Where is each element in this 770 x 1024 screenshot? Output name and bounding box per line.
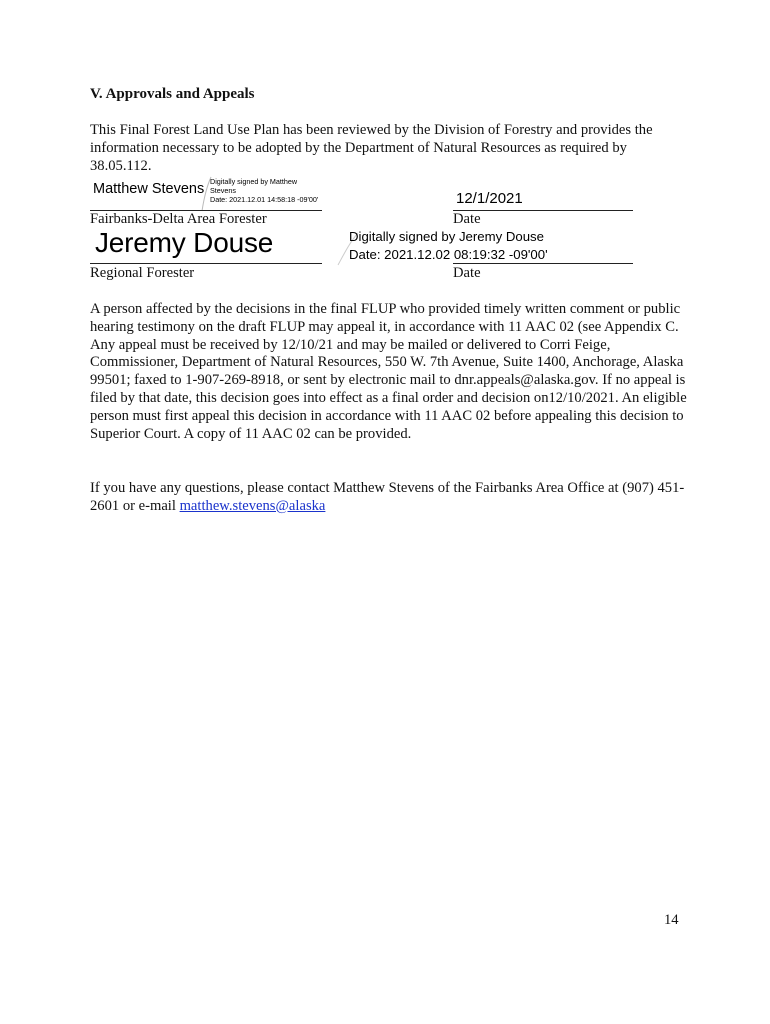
section-heading: V. Approvals and Appeals [90,86,255,102]
signature-line [90,263,322,264]
digital-signature-line: Stevens [210,186,236,195]
signature-matthew-stevens: Matthew Stevens [93,181,205,197]
digital-signature-line: Digitally signed by Jeremy Douse [349,229,544,244]
signature-date-value: 12/1/2021 [456,190,523,207]
digital-signature-stamp [349,228,548,263]
date-label: Date [453,211,481,227]
digital-signature-date: Date: 2021.12.02 08:19:32 -09'00' [349,246,548,262]
digital-signature-line: Digitally signed by Matthew [210,177,298,186]
signer-title: Fairbanks-Delta Area Forester [90,211,267,227]
date-line [453,263,633,264]
contact-text: If you have any questions, please contact Matthew Stevens of the Fairbanks Area Office at (907) 451-2601 or e-mail [90,480,685,514]
digital-signature-date: Date: 2021.12.01 14:58:18 -09'00' [210,195,319,204]
date-label: Date [453,265,481,281]
page-number: 14 [664,912,679,928]
signer-title: Regional Forester [90,265,195,281]
intro-paragraph: This Final Forest Land Use Plan has been reviewed by the Division of Forestry and provides the information necessary to be adopted by the Department of Natural Resources as required by 38.05.112. [90,122,653,174]
signature-jeremy-douse: Jeremy Douse [95,227,274,258]
appeal-paragraph: A person affected by the decisions in the final FLUP who provided timely written comment or public hearing testimony on the draft FLUP may appeal it, in accordance with 11 AAC 02 (see Appendix C. Any appeal must be received by 12/10/21 and may be mailed or delivered to Corri Feige, Commissioner, Department of Natural Resources, 550 W. 7th Avenue, Suite 1400, Anchorage, Alaska 99501; faxed to 1-907-269-8918, or sent by electronic mail to dnr.appeals@alaska.gov. If no appeal is filed by that date, this decision goes into effect as a final order and decision on12/10/2021. An eligible person must first appeal this decision in accordance with 11 AAC 02 before appealing this decision to Superior Court. A copy of 11 AAC 02 can be provided. [90,301,687,442]
contact-paragraph [90,480,690,516]
digital-signature-stamp [210,177,330,204]
email-link[interactable]: matthew.stevens@alaska [179,497,326,514]
